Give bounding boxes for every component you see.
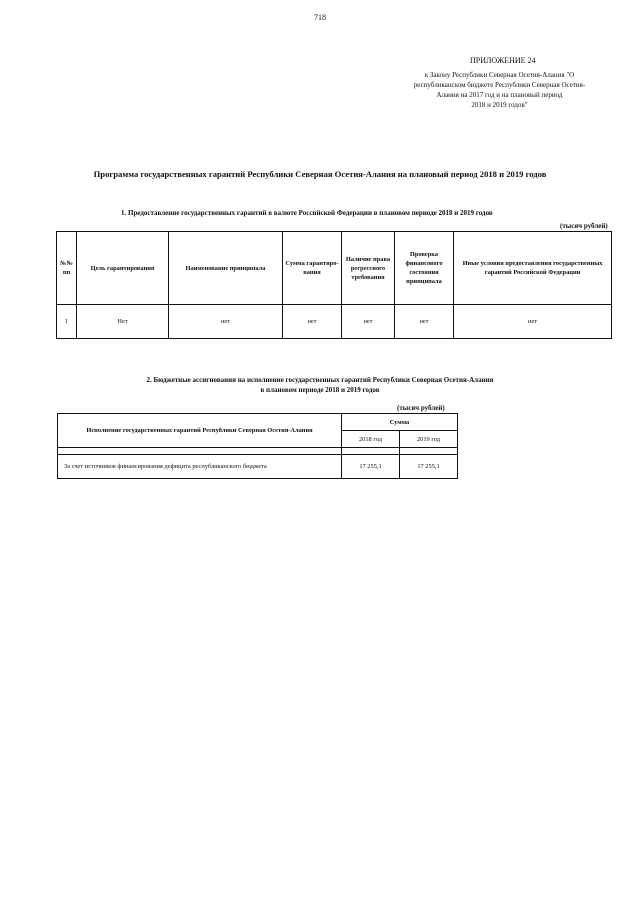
section2-title-line: в плановом периоде 2018 и 2019 годов	[260, 386, 380, 394]
appendix-subtitle-line: республиканском бюджете Республики Северная Осетия-	[413, 81, 586, 89]
page-number: 718	[314, 13, 326, 22]
table-cell: нет	[169, 305, 283, 339]
table-cell: нет	[454, 305, 612, 339]
header-cell: Цель гарантирования	[77, 232, 169, 305]
appendix-subtitle-line: к Закону Республики Северная Осетия-Алания "О	[424, 71, 575, 79]
header-cell: №№ пп	[57, 232, 77, 305]
table-header-row	[57, 232, 612, 305]
table-header-row	[58, 414, 458, 431]
spacer-row	[58, 448, 458, 455]
table-cell: 17 255,1	[400, 455, 458, 479]
appropriations-table	[57, 413, 458, 479]
table-cell	[400, 448, 458, 455]
appendix-title: ПРИЛОЖЕНИЕ 24	[470, 56, 536, 65]
section2-title-line: 2. Бюджетные ассигнования на исполнение государственных гарантий Республики Северная Осетия-Алания	[146, 376, 494, 384]
table-cell: нет	[283, 305, 342, 339]
header-cell: Наличие права регрессного требования	[342, 232, 395, 305]
program-title: Программа государственных гарантий Республики Северная Осетия-Алания на плановый период 2018 и 2019 годов	[93, 169, 547, 179]
appendix-subtitle-line: 2018 и 2019 годов"	[471, 101, 528, 109]
guarantees-table	[56, 231, 612, 339]
table-cell: За счет источников финансирования дефицита республиканского бюджета	[58, 455, 342, 479]
header-cell: 2019 год	[400, 431, 458, 448]
table-cell	[342, 448, 400, 455]
table-cell: 17 255,1	[342, 455, 400, 479]
table-cell: нет	[342, 305, 395, 339]
section2-units: (тысяч рублей)	[397, 404, 445, 412]
section2-title	[0, 375, 640, 395]
header-cell: Сумма	[342, 414, 458, 431]
header-cell: Наименование принципала	[169, 232, 283, 305]
header-cell: Иные условия предоставления государственных гарантий Российской Федерации	[454, 232, 612, 305]
section1-title: 1. Предоставление государственных гарантий в валюте Российской Федерации в плановом периоде 2018 и 2019 годов	[121, 209, 493, 217]
header-cell: 2018 год	[342, 431, 400, 448]
header-cell: Проверка финансового состояния принципала	[395, 232, 454, 305]
table-cell	[58, 448, 342, 455]
table-row	[58, 455, 458, 479]
appendix-subtitle	[392, 70, 607, 110]
appendix-subtitle-line: Алания на 2017 год и на плановый период	[436, 91, 563, 99]
table-cell: нет	[395, 305, 454, 339]
table-cell: Нет	[77, 305, 169, 339]
header-cell: Сумма гарантиро-вания	[283, 232, 342, 305]
section1-units: (тысяч рублей)	[560, 222, 608, 230]
table-row	[57, 305, 612, 339]
header-cell: Исполнение государственных гарантий Республики Северная Осетия-Алания	[58, 414, 342, 448]
table-cell: 1	[57, 305, 77, 339]
